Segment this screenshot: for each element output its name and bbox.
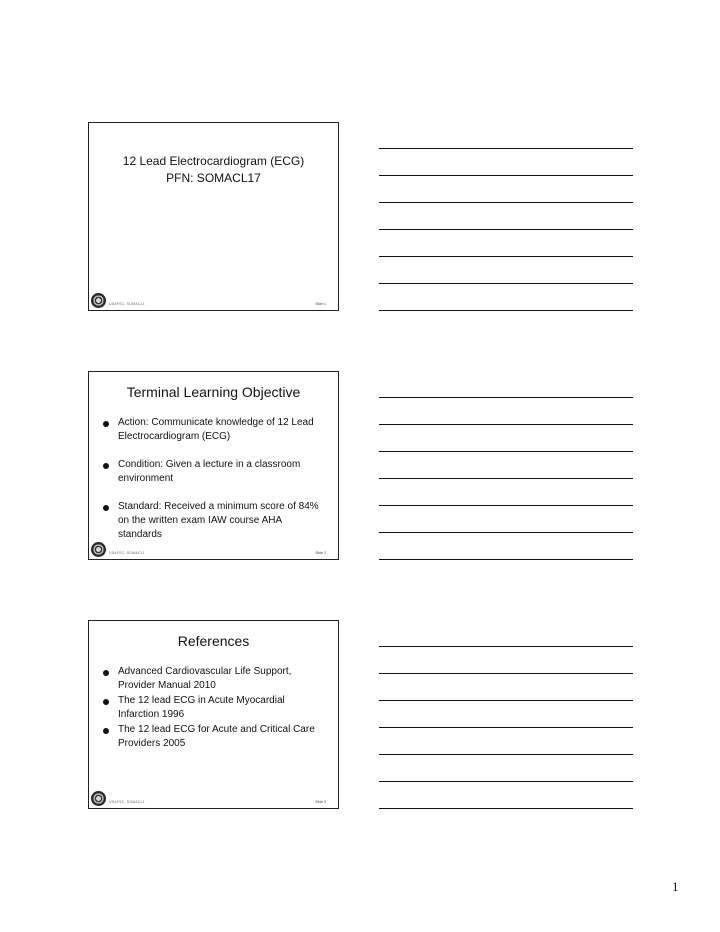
bullet-text: Condition: Given a lecture in a classroom environment [118,459,301,484]
bullet-icon [103,670,109,676]
note-line [379,808,633,809]
slide-1-thumbnail [88,122,339,311]
slide-2-footer-number: Slide 2 [315,551,326,555]
bullet-icon [103,463,109,469]
note-line [379,700,633,701]
note-line [379,754,633,755]
slide-2-heading: Terminal Learning Objective [126,384,301,400]
emblem-logo-icon [91,542,106,557]
slide-3-thumbnail [88,620,339,809]
slide-3-footer-org: USAFSC, SOMACL1 [109,800,145,804]
note-line [379,559,633,560]
slide-3-footer-number: Slide 3 [315,800,326,804]
note-line [379,256,633,257]
note-line [379,424,633,425]
note-line [379,310,633,311]
slide-2-bullet-list [103,416,326,556]
slide-1-title [89,153,338,187]
bullet-text: Advanced Cardiovascular Life Support, Provider Manual 2010 [118,666,292,691]
bullet-icon [103,505,109,511]
note-line [379,397,633,398]
bullet-icon [103,728,109,734]
slide-1-footer-number: Slide 1 [315,302,326,306]
emblem-logo-icon [91,293,106,308]
slide-3-bullet-list [103,665,326,752]
note-line [379,478,633,479]
list-item [103,416,326,444]
list-item [103,723,326,751]
bullet-text: The 12 lead ECG in Acute Myocardial Infarction 1996 [118,695,285,720]
note-line [379,727,633,728]
bullet-text: Standard: Received a minimum score of 84% on the written exam IAW course AHA standards [118,501,319,540]
note-line [379,229,633,230]
note-line [379,148,633,149]
note-line [379,505,633,506]
slide-1-title-line-2: PFN: SOMACL17 [166,171,261,185]
note-line [379,283,633,284]
note-line [379,175,633,176]
note-line [379,451,633,452]
emblem-logo-icon [91,791,106,806]
slide-1-title-line-1: 12 Lead Electrocardiogram (ECG) [122,154,305,168]
page-number: 1 [672,879,679,894]
list-item [103,665,326,693]
bullet-icon [103,699,109,705]
note-line [379,202,633,203]
slide-2-footer-org: USAFSC, SOMACL1 [109,551,145,555]
note-line [379,781,633,782]
list-item [103,458,326,486]
bullet-icon [103,421,109,427]
list-item [103,500,326,542]
list-item [103,694,326,722]
bullet-text: The 12 lead ECG for Acute and Critical Care Providers 2005 [118,724,315,749]
slide-2-thumbnail [88,371,339,560]
note-line [379,532,633,533]
note-line [379,673,633,674]
bullet-text: Action: Communicate knowledge of 12 Lead Electrocardiogram (ECG) [118,417,314,442]
slide-1-footer-org: USAFSC, SOMACL1 [109,302,145,306]
note-line [379,646,633,647]
slide-3-heading: References [177,633,250,649]
